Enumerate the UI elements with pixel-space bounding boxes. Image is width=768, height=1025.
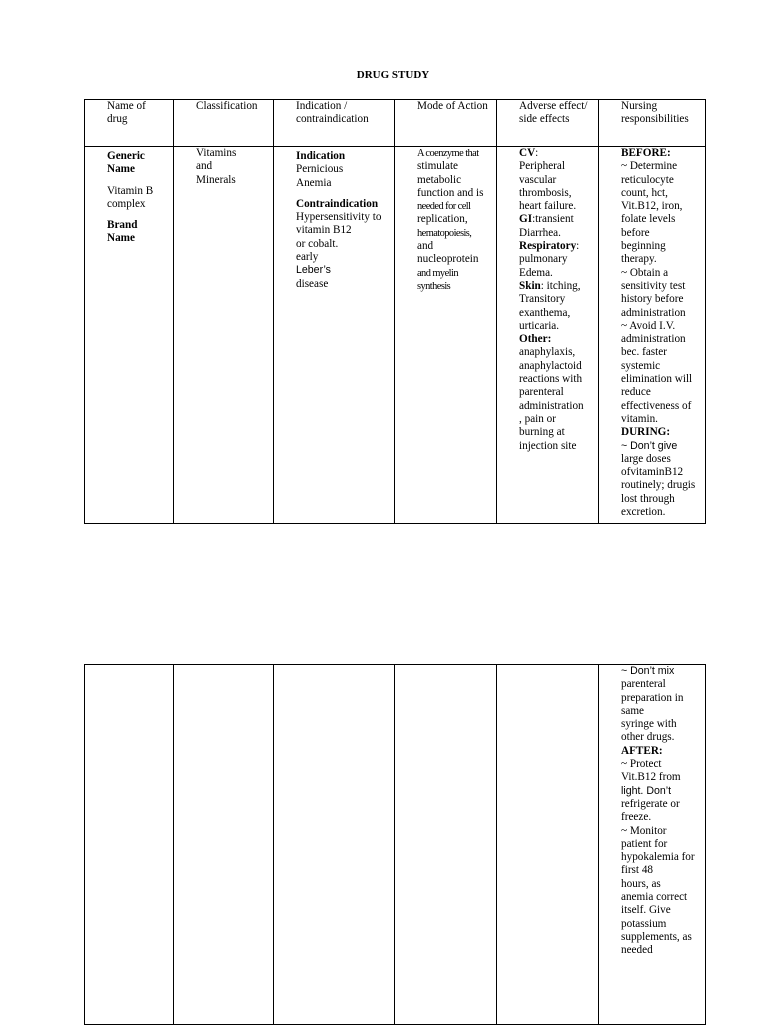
header-nursing-responsibilities: Nursing responsibilities: [599, 100, 706, 147]
cell-name-of-drug-cont: [85, 665, 174, 1025]
header-mode-of-action: Mode of Action: [395, 100, 497, 147]
skin-label: Skin: [519, 279, 541, 292]
during-label: DURING:: [621, 426, 671, 439]
drug-study-table-page-2: [84, 664, 706, 1025]
cell-classification-cont: [174, 665, 274, 1025]
generic-name-value: Vitamin B: [107, 184, 154, 197]
nursing-text: BEFORE: ~ Determine reticulocyte count, hct, Vit.B12, iron, folate levels before beginning therapy. ~ Obtain a sensitivity test history before administration ~ Avoid I.V. administration bec. faster systemic elimination will reduce effectiveness of vitamin. DURING: ~ Don’t give large doses ofvitaminB12 routinely; drugis lost through excretion.: [621, 147, 703, 519]
cv-label: CV: [519, 147, 536, 159]
cell-adverse-effects-cont: [497, 665, 599, 1025]
other-label: Other:: [519, 333, 552, 346]
drug-row: [85, 147, 706, 524]
header-name-of-drug: Name of drug: [85, 100, 174, 147]
cell-name-of-drug: Generic Name Vitamin B complex Brand Name: [85, 147, 174, 524]
adverse-effects-text: CV: Peripheral vascular thrombosis, heart failure. GI:transient Diarrhea. Respiratory: pulmonary Edema. Skin: itching, Transitory exanthema, urticaria. Other: anaphylaxis, anaphylactoid reactions with parenteral administration , pain or burning at injection site: [519, 147, 596, 453]
header-indication: Indication / contraindication: [274, 100, 395, 147]
respiratory-label: Respiratory: [519, 240, 577, 253]
classification-text: Vitamins and Minerals: [196, 147, 237, 186]
generic-name-label: Generic: [107, 150, 145, 162]
document-title: DRUG STUDY: [356, 69, 430, 81]
drug-study-table-page-1: [84, 99, 706, 524]
cell-adverse-effects: [497, 147, 599, 524]
cell-indication-cont: [274, 665, 395, 1025]
cell-nursing-responsibilities: [599, 147, 706, 524]
cell-indication: Indication Pernicious Anemia Contraindication Hypersensitivity to vitamin B12 or cobalt. early Leber’s disease: [274, 147, 395, 524]
continuation-row: [85, 665, 706, 1025]
cell-nursing-responsibilities-cont: ~ Don’t mix parenteral preparation in same syringe with other drugs. AFTER: ~ Protect Vit.B12 from light. Don’t refrigerate or freeze. ~ Monitor patient for hypokalemia for first 48 hours, as anemia correct itself. Give potassium supplements, as needed: [599, 665, 706, 1025]
after-label: AFTER:: [621, 744, 663, 757]
mode-of-action-text: A coenzyme that stimulate metabolic function and is needed for cell replication, hematopoiesis, and nucleoprotein and myelin synthesis: [417, 148, 484, 292]
brand-name-label: Brand: [107, 219, 138, 232]
cell-mode-of-action: [395, 147, 497, 524]
contraindication-label: Contraindication: [296, 197, 379, 210]
header-classification: Classification: [174, 100, 274, 147]
indication-label: Indication: [296, 150, 346, 162]
cell-classification: [174, 147, 274, 524]
gi-label: GI: [519, 213, 533, 226]
cell-mode-of-action-cont: [395, 665, 497, 1025]
before-label: BEFORE:: [621, 147, 671, 159]
header-row: [85, 100, 706, 147]
header-adverse-effect: Adverse effect/ side effects: [497, 100, 599, 147]
